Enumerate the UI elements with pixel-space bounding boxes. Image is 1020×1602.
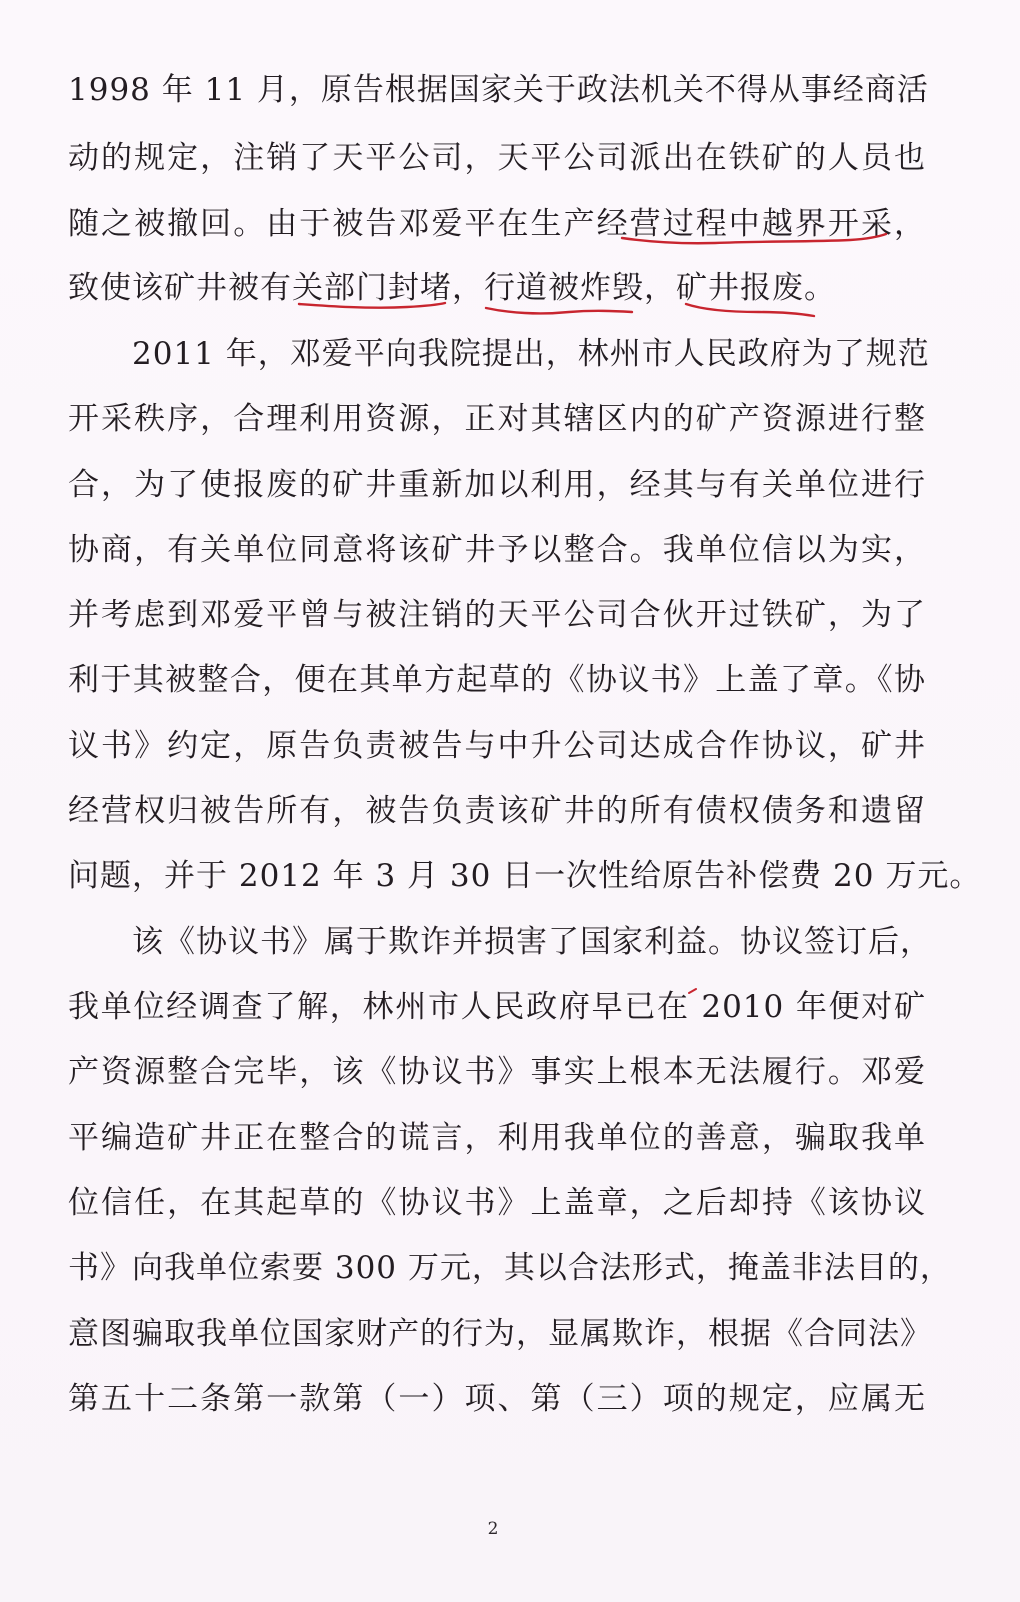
text-line-12: 经营权归被告所有，被告负责该矿井的所有债权债务和遗留 xyxy=(68,793,926,829)
text-line-9: 并考虑到邓爱平曾与被注销的天平公司合伙开过铁矿，为了 xyxy=(68,597,926,633)
text-line-14: 该《协议书》属于欺诈并损害了国家利益。协议签订后， xyxy=(132,924,932,960)
text-line-16: 产资源整合完毕，该《协议书》事实上根本无法履行。邓爱 xyxy=(68,1054,926,1090)
text-line-15: 我单位经调查了解，林州市人民政府早已在 2010 年便对矿 xyxy=(68,989,926,1025)
text-line-8: 协商，有关单位同意将该矿井予以整合。我单位信以为实， xyxy=(68,532,926,568)
text-line-11: 议书》约定，原告负责被告与中升公司达成合作协议，矿井 xyxy=(68,728,926,764)
text-line-20: 意图骗取我单位国家财产的行为，显属欺诈，根据《合同法》 xyxy=(68,1316,932,1352)
red-pen-mark xyxy=(688,987,698,995)
text-line-7: 合，为了使报废的矿井重新加以利用，经其与有关单位进行 xyxy=(68,467,926,503)
text-line-10: 利于其被整合，便在其单方起草的《协议书》上盖了章。《协 xyxy=(68,662,926,698)
text-line-6: 开采秩序，合理利用资源，正对其辖区内的矿产资源进行整 xyxy=(68,401,926,437)
text-line-2: 动的规定，注销了天平公司，天平公司派出在铁矿的人员也 xyxy=(68,140,926,176)
text-line-4: 致使该矿井被有关部门封堵，行道被炸毁，矿井报废。 xyxy=(68,270,836,306)
text-line-21: 第五十二条第一款第（一）项、第（三）项的规定，应属无 xyxy=(68,1381,926,1417)
text-line-17: 平编造矿井正在整合的谎言，利用我单位的善意，骗取我单 xyxy=(68,1120,926,1156)
text-line-19: 书》向我单位索要 300 万元，其以合法形式，掩盖非法目的， xyxy=(68,1250,952,1286)
text-line-1: 1998 年 11 月，原告根据国家关于政法机关不得从事经商活 xyxy=(68,72,929,108)
text-line-5: 2011 年，邓爱平向我院提出，林州市人民政府为了规范 xyxy=(132,336,930,372)
text-line-18: 位信任，在其起草的《协议书》上盖章，之后却持《该协议 xyxy=(68,1185,926,1221)
text-line-13: 问题，并于 2012 年 3 月 30 日一次性给原告补偿费 20 万元。 xyxy=(68,858,982,894)
text-line-3: 随之被撤回。由于被告邓爱平在生产经营过程中越界开采， xyxy=(68,206,926,242)
page-number: 2 xyxy=(487,1519,499,1539)
